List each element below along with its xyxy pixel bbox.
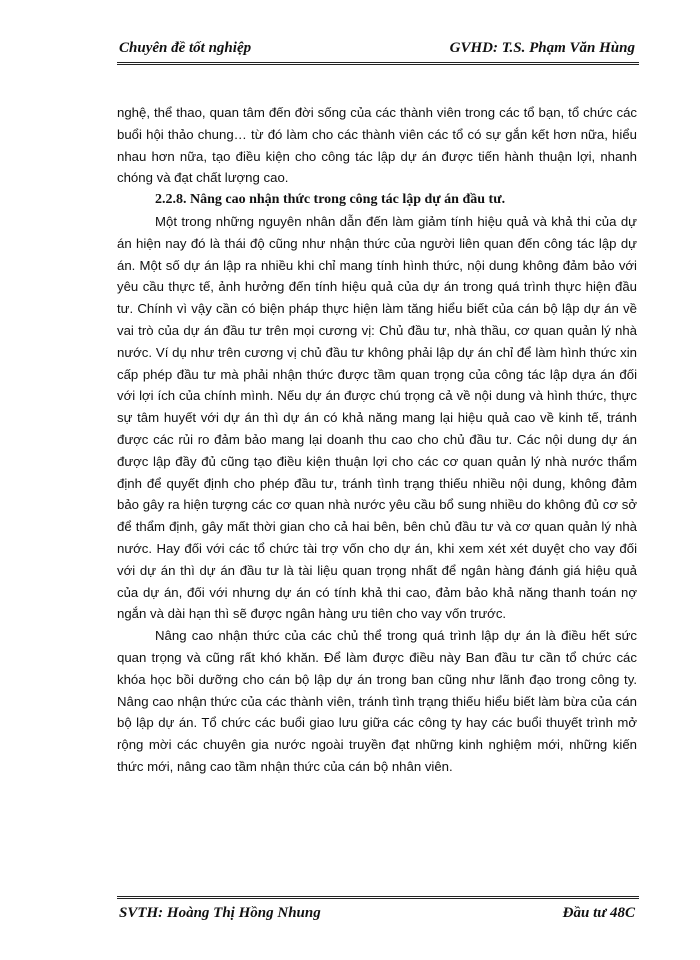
paragraph-final: Nâng cao nhận thức của các chủ thể trong quá trình lập dự án là điều hết sức quan trọng và cũng rất khó khăn. Để làm được điều này Ban đầu tư cần tổ chức các khóa học bồi dưỡng cho cán bộ lập dự án trong ban cũng như lãnh đạo trong công ty. Nâng cao nhận thức của các thành viên, tránh tình trạng thiếu hiểu biết làm bừa của cán bộ lập dự án. Tổ chức các buổi giao lưu giữa các công ty hay các buổi thuyết trình mở rộng mời các chuyên gia nước ngoài truyền đạt những kinh nghiệm mới, những kiến thức mới, nâng cao tầm nhận thức của cán bộ nhân viên.: [117, 628, 637, 774]
page-header: [117, 36, 639, 65]
footer-student: SVTH: Hoàng Thị Hồng Nhung: [119, 905, 321, 921]
footer-class: Đầu tư 48C: [562, 905, 635, 921]
paragraph-continued: nghệ, thể thao, quan tâm đến đời sống của các thành viên trong các tổ bạn, tổ chức các buổi hội thảo chung… từ đó làm cho các thành viên các tổ có sự gắn kết hơn nữa, hiểu nhau hơn nữa, tạo điều kiện cho công tác lập dự án được tiến hành thuận lợi, nhanh chóng và đạt chất lượng cao.: [117, 105, 637, 186]
header-supervisor: GVHD: T.S. Phạm Văn Hùng: [449, 40, 635, 56]
page-body: [117, 102, 637, 778]
header-document-type: Chuyên đề tốt nghiệp: [119, 40, 252, 56]
paragraph-main: Một trong những nguyên nhân dẫn đến làm giảm tính hiệu quả và khả thi của dự án hiện nay đó là thái độ cũng như nhận thức của người liên quan đến công tác lập dự án. Một số dự án lập ra nhiều khi chỉ mang tính hình thức, nội dung không đảm bảo với yêu cầu thực tế, ảnh hưởng đến tính hiệu quả của dự án trong quá trình thực hiện đầu tư. Chính vì vậy cần có biện pháp thực hiện làm tăng hiểu biết của cán bộ lập dự án về vai trò của dự án đầu tư trên mọi cương vị: Chủ đầu tư, nhà thầu, cơ quan quản lý nhà nước. Ví dụ như trên cương vị chủ đầu tư không phải lập dự án chỉ để làm hình thức xin cấp phép đầu tư mà phải nhận thức được tầm quan trọng của công tác lập dựa án đối với lợi ích của chính mình. Nếu dự án được chú trọng cả về nội dung và hình thức, thực sự tâm huyết với dự án thì dự án có khả năng mang lại hiệu quả cao về kinh tế, tránh được các rủi ro đảm bảo mang lại doanh thu cao cho chủ đầu tư. Các nội dung dự án được lập đầy đủ cũng tạo điều kiện thuận lợi cho các cơ quan quản lý nhà nước thẩm định để quyết định cho phép đầu tư, tránh tình trạng thiếu nhiều nội dung, không đảm bảo gây ra hiện tượng các cơ quan nhà nước yêu cầu bổ sung nhiều do không đủ cơ sở để thẩm định, gây mất thời gian cho cả hai bên, bên chủ đầu tư và cơ quan quản lý nhà nước. Hay đối với các tổ chức tài trợ vốn cho dự án, khi xem xét xét duyệt cho vay đối với dự án thì dự án đầu tư là tài liệu quan trọng nhất để ngân hàng đánh giá hiệu quả của dự án, đối với nhưng dự án có tính khả thi cao, đảm bảo khả năng thanh toán nợ ngắn và dài hạn thì sẽ được ngân hàng ưu tiên cho vay vốn trước.: [117, 213, 637, 622]
page-footer: [117, 896, 639, 923]
section-heading: 2.2.8. Nâng cao nhận thức trong công tác lập dự án đầu tư.: [155, 192, 506, 208]
